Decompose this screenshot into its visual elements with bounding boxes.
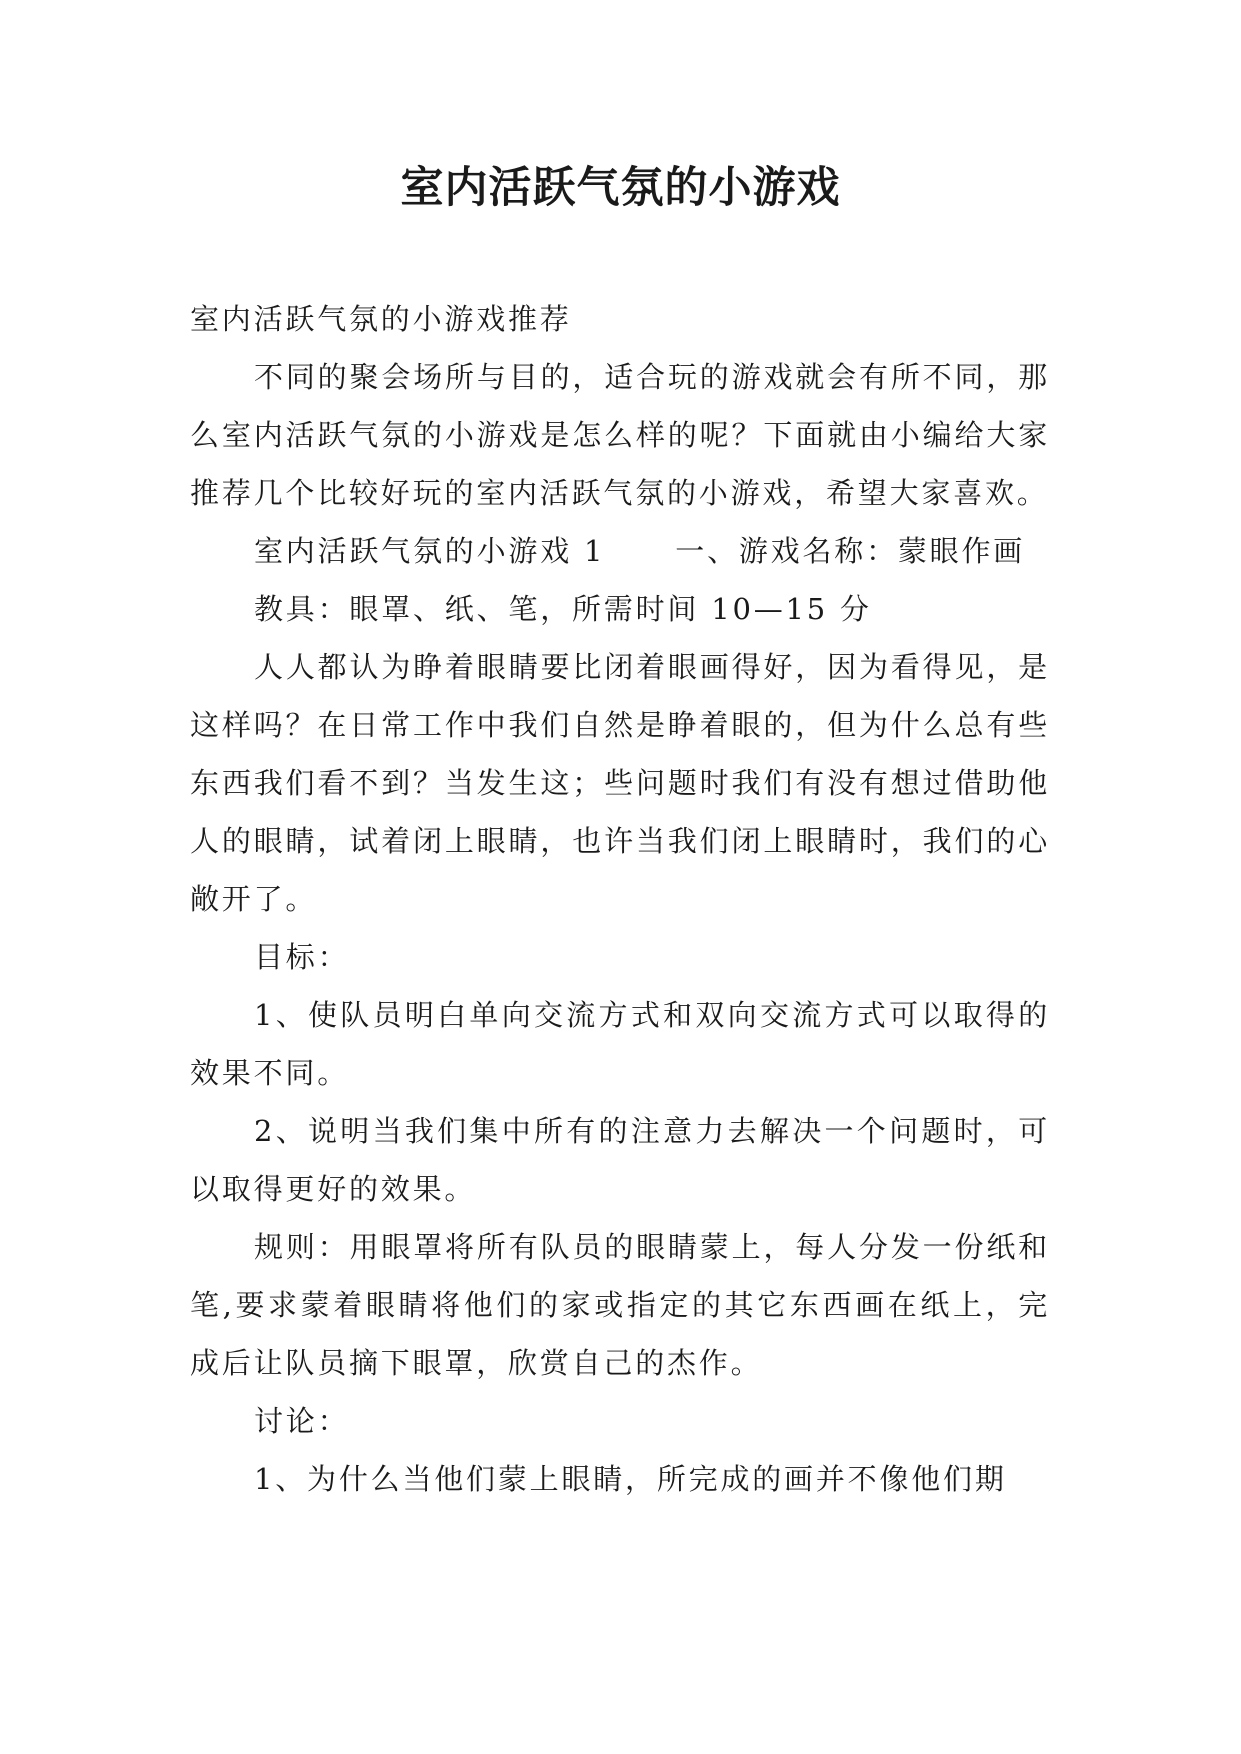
- game1-heading-line: [190, 522, 1050, 580]
- game1-name: 一、游戏名称：蒙眼作画: [675, 534, 1026, 568]
- goal-item-1: 1、使队员明白单向交流方式和双向交流方式可以取得的效果不同。: [190, 998, 1050, 1090]
- goal-item-2: 2、说明当我们集中所有的注意力去解决一个问题时，可以取得更好的效果。: [190, 1114, 1050, 1206]
- document-body: [190, 290, 1050, 1508]
- materials-line: 教具：眼罩、纸、笔，所需时间 10—15 分: [254, 592, 872, 626]
- document-title: 室内活跃气氛的小游戏: [400, 163, 841, 213]
- subtitle: 室内活跃气氛的小游戏推荐: [190, 302, 572, 336]
- discussion-item-1: 1、为什么当他们蒙上眼睛，所完成的画并不像他们期: [254, 1462, 1007, 1496]
- intro-paragraph: 不同的聚会场所与目的，适合玩的游戏就会有所不同，那么室内活跃气氛的小游戏是怎么样的呢？下面就由小编给大家推荐几个比较好玩的室内活跃气氛的小游戏，希望大家喜欢。: [190, 360, 1050, 510]
- rules-paragraph: 规则：用眼罩将所有队员的眼睛蒙上，每人分发一份纸和笔,要求蒙着眼睛将他们的家或指定的其它东西画在纸上，完成后让队员摘下眼罩，欣赏自己的杰作。: [190, 1230, 1050, 1380]
- goals-label: 目标：: [254, 940, 350, 974]
- description-paragraph: 人人都认为睁着眼睛要比闭着眼画得好，因为看得见，是这样吗？在日常工作中我们自然是睁着眼的，但为什么总有些东西我们看不到？当发生这；些问题时我们有没有想过借助他人的眼睛，试着闭上眼睛，也许当我们闭上眼睛时，我们的心敞开了。: [190, 650, 1050, 916]
- game1-heading: 室内活跃气氛的小游戏 1: [254, 534, 606, 568]
- discussion-label: 讨论：: [254, 1404, 350, 1438]
